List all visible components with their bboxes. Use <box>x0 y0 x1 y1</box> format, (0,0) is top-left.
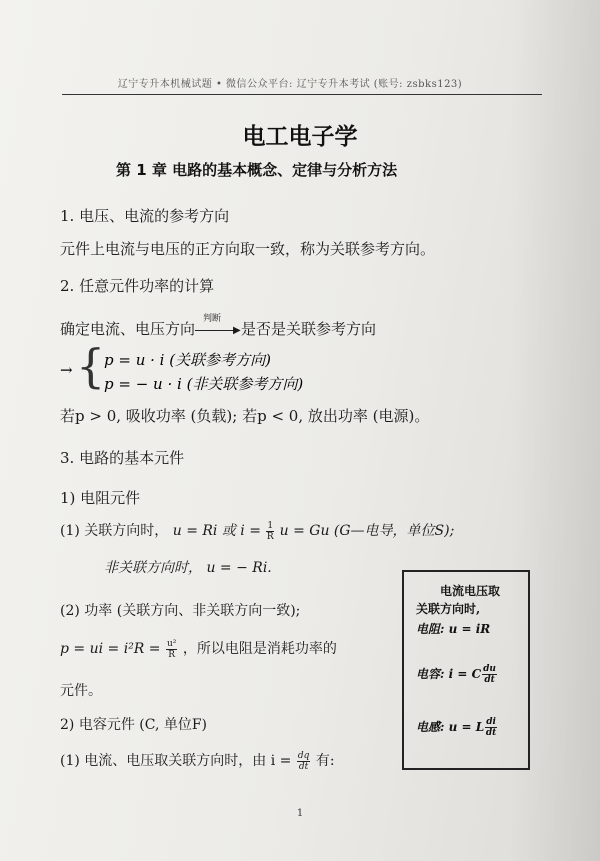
section-1-heading: 1. 电压、电流的参考方向 <box>60 207 230 225</box>
power-sign-rule: 若p > 0, 吸收功率 (负载); 若p < 0, 放出功率 (电源)。 <box>60 407 430 425</box>
section-3-heading: 3. 电路的基本元件 <box>60 449 185 467</box>
summary-inductor: 电感: u = L $\frac{di}{dt}$ <box>416 717 497 738</box>
header-rule <box>62 94 542 95</box>
capacitor-heading: 2) 电容元件 (C, 单位F) <box>60 717 208 733</box>
summary-capacitor: 电容: i = C $\frac{du}{dt}$ <box>416 664 496 685</box>
summary-box <box>402 570 530 770</box>
page-header: 辽宁专升本机械试题 • 微信公众平台: 辽宁专升本考试 (账号: zsbks123) <box>117 79 463 90</box>
resistor-power-equation: p = ui = i²R = $\frac{\text{u²}}{R}$ ，所以电阻是消耗功率的 <box>60 638 337 660</box>
section-2-text: 确定电流、电压方向 判断 ▶ 是否是关联参考方向 <box>60 314 377 338</box>
resistor-power-heading: (2) 功率 (关联方向、非关联方向一致); <box>60 603 301 619</box>
power-formula-brace: → { p = u · i (关联参考方向) p = − u · i (非关联参考方向) <box>60 339 304 393</box>
resistor-associated-line: (1) 关联方向时， u = Ri 或 i = $\frac{1}{R}$ u = Gu (G—电导，单位S); <box>60 520 455 542</box>
resistor-nonassociated-line: 非关联方向时， u = − Ri. <box>104 560 272 576</box>
capacitor-associated-line: (1) 电流、电压取关联方向时，由 i = $\frac{dq}{dt}$ 有: <box>60 750 335 772</box>
summary-box-title: 电流电压取 <box>440 584 501 598</box>
document-title: 电工电子学 <box>242 123 358 150</box>
chapter-heading: 第 1 章 电路的基本概念、定律与分析方法 <box>116 161 398 179</box>
resistor-heading: 1) 电阻元件 <box>60 489 141 507</box>
power-formula-associated: p = u · i (关联参考方向) <box>104 351 271 369</box>
section-1-text: 元件上电流与电压的正方向取一致，称为关联参考方向。 <box>60 240 436 258</box>
power-formula-nonassociated: p = − u · i (非关联参考方向) <box>104 375 304 393</box>
judge-arrow: 判断 ▶ <box>195 323 241 337</box>
resistor-power-end: 元件。 <box>60 683 102 699</box>
section-2-heading: 2. 任意元件功率的计算 <box>60 277 215 295</box>
summary-resistor: 电阻: u = iR <box>416 622 491 636</box>
summary-box-title-2: 关联方向时, <box>416 602 481 616</box>
page-number: 1 <box>296 808 304 819</box>
